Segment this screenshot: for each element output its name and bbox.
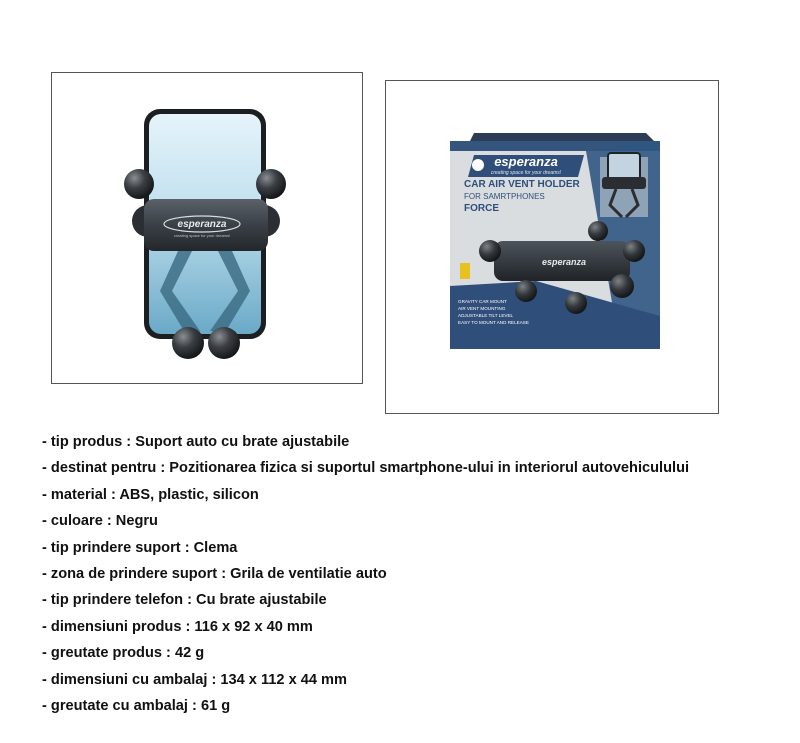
spec-list — [42, 434, 762, 724]
box-title-line1: CAR AIR VENT HOLDER — [464, 179, 580, 190]
box-feature-4: EASY TO MOUNT AND RELEASE — [458, 320, 529, 325]
box-holder-logo: esperanza — [541, 257, 587, 267]
phone-holder-photo — [52, 73, 362, 383]
spec-item: - greutate produs : 42 g — [42, 645, 205, 662]
box-title-line3: FORCE — [464, 203, 499, 214]
box-brand-logo: esperanza — [494, 154, 558, 169]
spec-item: - greutate cu ambalaj : 61 g — [42, 697, 231, 714]
spec-item: - dimensiuni produs : 116 x 92 x 40 mm — [42, 618, 313, 635]
holder-brand-logo: esperanza — [177, 219, 227, 230]
spec-item: - culoare : Negru — [42, 513, 158, 530]
product-image-holder — [51, 72, 363, 384]
spec-item: - material : ABS, plastic, silicon — [42, 486, 259, 503]
spec-item: - dimensiuni cu ambalaj : 134 x 112 x 44 mm — [42, 671, 347, 688]
box-brand-slogan: creating space for your dreams! — [490, 170, 562, 176]
spec-item: - destinat pentru : Pozitionarea fizica si suportul smartphone-ului in interiorul autovehiculului — [42, 460, 690, 477]
spec-item: - zona de prindere suport : Grila de ventilatie auto — [42, 565, 387, 582]
product-box-photo — [386, 81, 718, 413]
spec-item: - tip prindere telefon : Cu brate ajustabile — [42, 592, 327, 609]
spec-item: - tip produs : Suport auto cu brate ajustabile — [42, 434, 350, 450]
spec-item: - tip prindere suport : Clema — [42, 539, 238, 556]
box-feature-3: ADJUSTABLE TILT LEVEL — [458, 313, 514, 318]
product-image-box — [385, 80, 719, 414]
box-title-line2: FOR SAMRTPHONES — [464, 192, 545, 201]
box-feature-1: GRAVITY CAR MOUNT — [458, 299, 507, 304]
holder-brand-slogan: creating space for your dreams! — [173, 233, 231, 238]
box-feature-2: AIR VENT MOUNTING — [458, 306, 506, 311]
